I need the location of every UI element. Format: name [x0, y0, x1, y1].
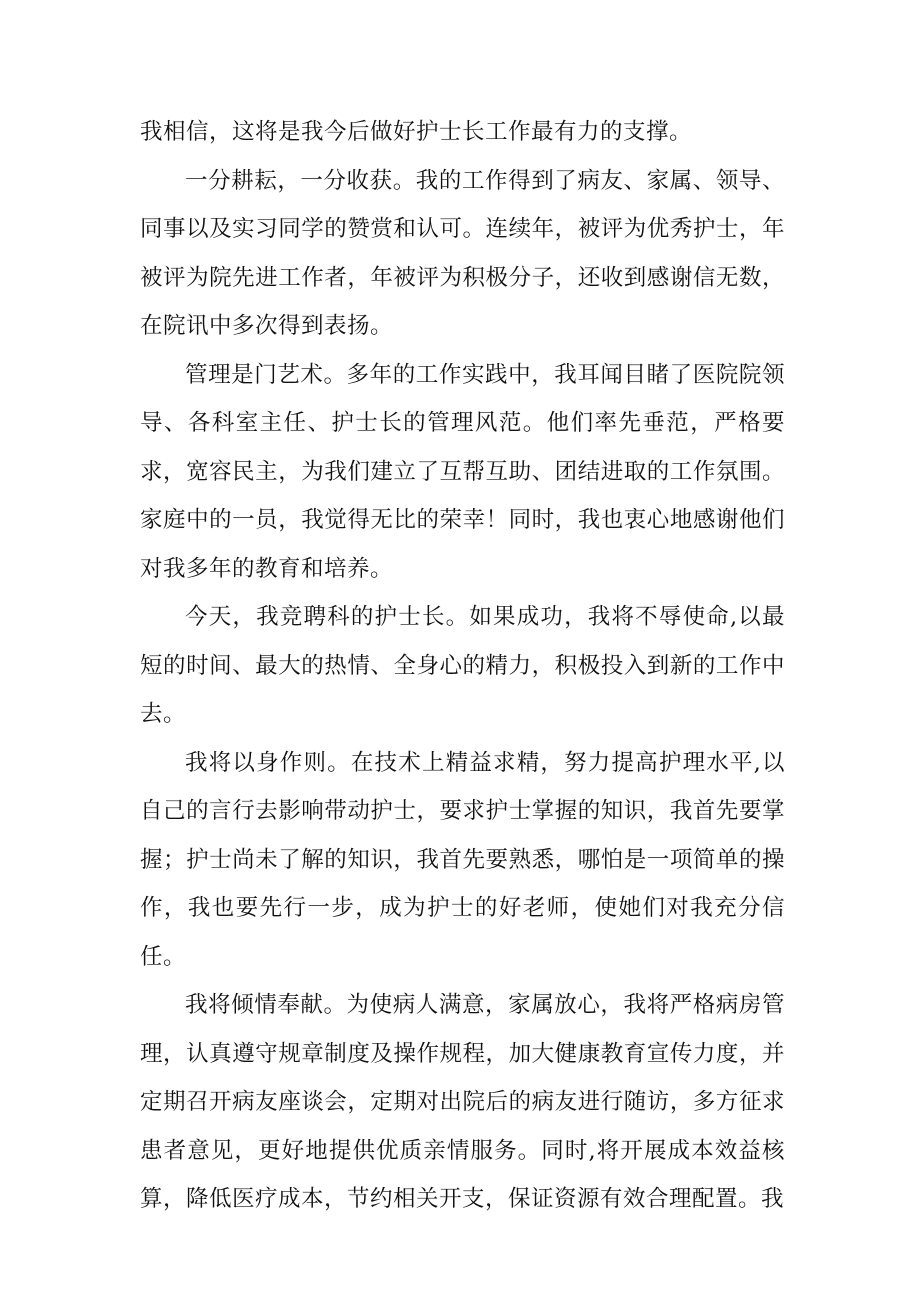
paragraph-4: 今天，我竞聘科的护士长。如果成功，我将不辱使命,以最短的时间、最大的热情、全身心的精力，积极投入到新的工作中去。	[140, 604, 785, 727]
paragraph-3: 管理是门艺术。多年的工作实践中，我耳闻目睹了医院院领导、各科室主任、护士长的管理风范。他们率先垂范，严格要求，宽容民主，为我们建立了互帮互助、团结进取的工作氛围。家庭中的一员，我觉得无比的荣幸！同时，我也衷心地感谢他们对我多年的教育和培养。	[140, 361, 785, 582]
paragraph-6: 我将倾情奉献。为使病人满意，家属放心，我将严格病房管理，认真遵守规章制度及操作规程，加大健康教育宣传力度，并定期召开病友座谈会，定期对出院后的病友进行随访，多方征求患者意见，更好地提供优质亲情服务。同时,将开展成本效益核算，降低医疗成本，节约相关开支，保证资源有效合理配置。我	[140, 992, 785, 1212]
paragraph-1: 我相信，这将是我今后做好护士长工作最有力的支撑。	[140, 119, 693, 145]
paragraph-5: 我将以身作则。在技术上精益求精，努力提高护理水平,以自己的言行去影响带动护士，要求护士掌握的知识，我首先要掌握；护士尚未了解的知识，我首先要熟悉，哪怕是一项简单的操作，我也要先行一步，成为护士的好老师，使她们对我充分信任。	[140, 749, 785, 970]
document-body	[140, 108, 785, 1224]
paragraph-2: 一分耕耘，一分收获。我的工作得到了病友、家属、领导、同事以及实习同学的赞赏和认可。连续年，被评为优秀护士，年被评为院先进工作者，年被评为积极分子，还收到感谢信无数，在院讯中多次得到表扬。	[140, 167, 785, 339]
